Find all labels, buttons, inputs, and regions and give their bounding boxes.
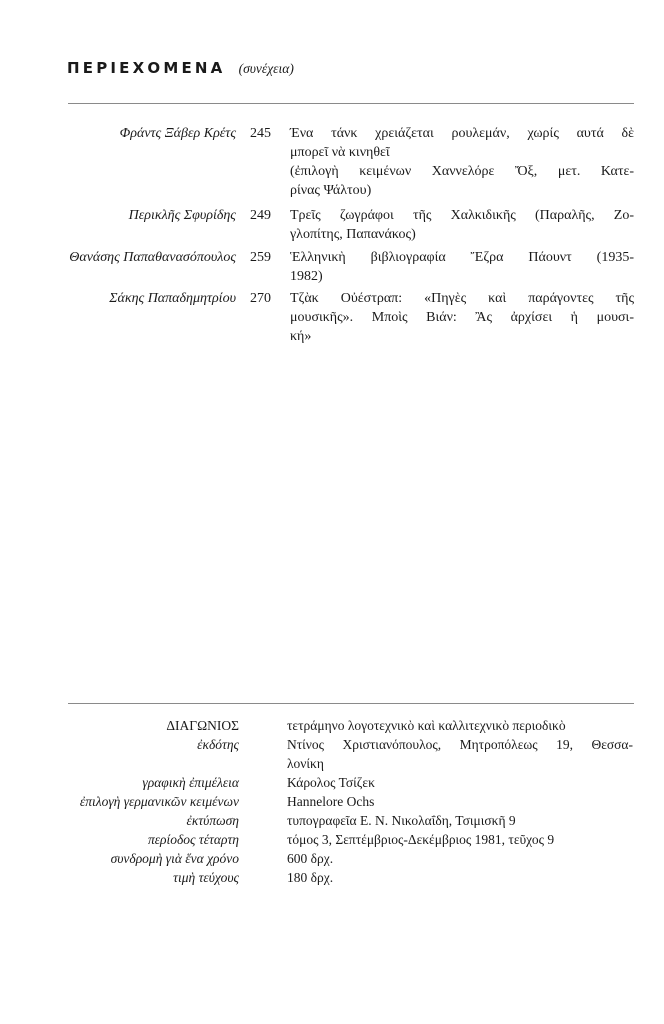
entry-title-line: Ένα τάνκ χρειάζεται ρουλεμάν, χωρίς αυτά δὲ [290, 126, 634, 141]
entry-title-line: ρίνας Ψάλτου) [290, 183, 372, 198]
table-of-contents [0, 124, 664, 346]
entry-title-line: μουσικῆς». Μποὶς Βιάν: Ἂς ἀρχίσει ἡ μουσι- [290, 310, 634, 325]
colophon-value [287, 830, 633, 849]
entry-author: Φράντς Ξάβερ Κρέτς [119, 126, 236, 141]
entry-title-line: (ἐπιλογὴ κειμένων Χαννελόρε Ὄξ, μετ. Κατε- [290, 164, 634, 179]
colophon-row [0, 868, 664, 887]
colophon-label: περίοδος τέταρτη [147, 832, 239, 847]
entry-title-line: Τζὰκ Οὐέστραπ: «Πηγὲς καὶ παράγοντες τῆς [290, 291, 634, 306]
colophon-value [287, 792, 633, 811]
colophon-label: ἐκτύπωση [186, 813, 239, 828]
entry-title-line: κή» [290, 329, 312, 344]
colophon-value [287, 716, 633, 735]
entry-author: Θανάσης Παπαθανασόπουλος [69, 250, 236, 265]
colophon-value-line: Κάρολος Τσίζεκ [287, 775, 375, 790]
colophon-label: ἐπιλογὴ γερμανικῶν κειμένων [79, 794, 239, 809]
colophon-row [0, 735, 664, 773]
entry-page-number: 245 [250, 126, 271, 141]
colophon-value-line: Ντίνος Χριστιανόπουλος, Μητροπόλεως 19, Θεσσα- [287, 737, 633, 752]
colophon-value-line: Hannelore Ochs [287, 794, 375, 809]
entry-title-line: 1982) [290, 269, 323, 284]
page-title: ΠΕΡΙΕΧΟΜΕΝΑ [67, 59, 226, 77]
contents-entry [0, 206, 664, 244]
colophon [0, 716, 664, 887]
contents-entry [0, 289, 664, 346]
page-header [67, 58, 294, 82]
colophon-value [287, 811, 633, 830]
page-subtitle: (συνέχεια) [238, 61, 294, 76]
entry-title-line: Τρεῖς ζωγράφοι τῆς Χαλκιδικῆς (Παραλῆς, Ζο- [290, 208, 634, 223]
colophon-row [0, 773, 664, 792]
entry-page-number: 249 [250, 208, 271, 223]
colophon-label: γραφικὴ ἐπιμέλεια [142, 775, 239, 790]
colophon-label: τιμὴ τεύχους [173, 870, 239, 885]
colophon-row [0, 849, 664, 868]
colophon-value-line: 600 δρχ. [287, 851, 334, 866]
entry-page-number: 270 [250, 291, 271, 306]
entry-title-line: γλοπίτης, Παπανάκος) [290, 227, 416, 242]
top-divider [68, 103, 634, 104]
entry-author: Περικλῆς Σφυρίδης [128, 208, 236, 223]
entry-title [290, 248, 634, 286]
entry-author: Σάκης Παπαδημητρίου [109, 291, 236, 306]
entry-title [290, 289, 634, 346]
colophon-value [287, 849, 633, 868]
entry-title [290, 206, 634, 244]
entry-title-line: μπορεῖ νὰ κινηθεῖ [290, 145, 390, 160]
colophon-value-line: 180 δρχ. [287, 870, 334, 885]
colophon-value [287, 868, 633, 887]
colophon-label: ΔΙΑΓΩΝΙΟΣ [166, 718, 239, 733]
colophon-value-line: τυπογραφεῖα Ε. Ν. Νικολαΐδη, Τσιμισκῆ 9 [287, 813, 516, 828]
colophon-value [287, 773, 633, 792]
colophon-row [0, 830, 664, 849]
colophon-row [0, 716, 664, 735]
entry-title [290, 124, 634, 200]
colophon-value-line: τόμος 3, Σεπτέμβριος-Δεκέμβριος 1981, τεῦχος 9 [287, 832, 555, 847]
entry-title-line: Ἑλληνικὴ βιβλιογραφία Ἔζρα Πάουντ (1935- [290, 250, 634, 265]
colophon-value-line: λονίκη [287, 756, 324, 771]
colophon-row [0, 811, 664, 830]
colophon-divider [68, 703, 634, 704]
contents-entry [0, 124, 664, 200]
colophon-value [287, 735, 633, 773]
colophon-label: συνδρομὴ γιὰ ἕνα χρόνο [110, 851, 239, 866]
entry-page-number: 259 [250, 250, 271, 265]
colophon-value-line: τετράμηνο λογοτεχνικὸ καὶ καλλιτεχνικὸ περιοδικὸ [287, 718, 566, 733]
colophon-label: ἐκδότης [197, 737, 239, 752]
contents-entry [0, 248, 664, 286]
colophon-row [0, 792, 664, 811]
